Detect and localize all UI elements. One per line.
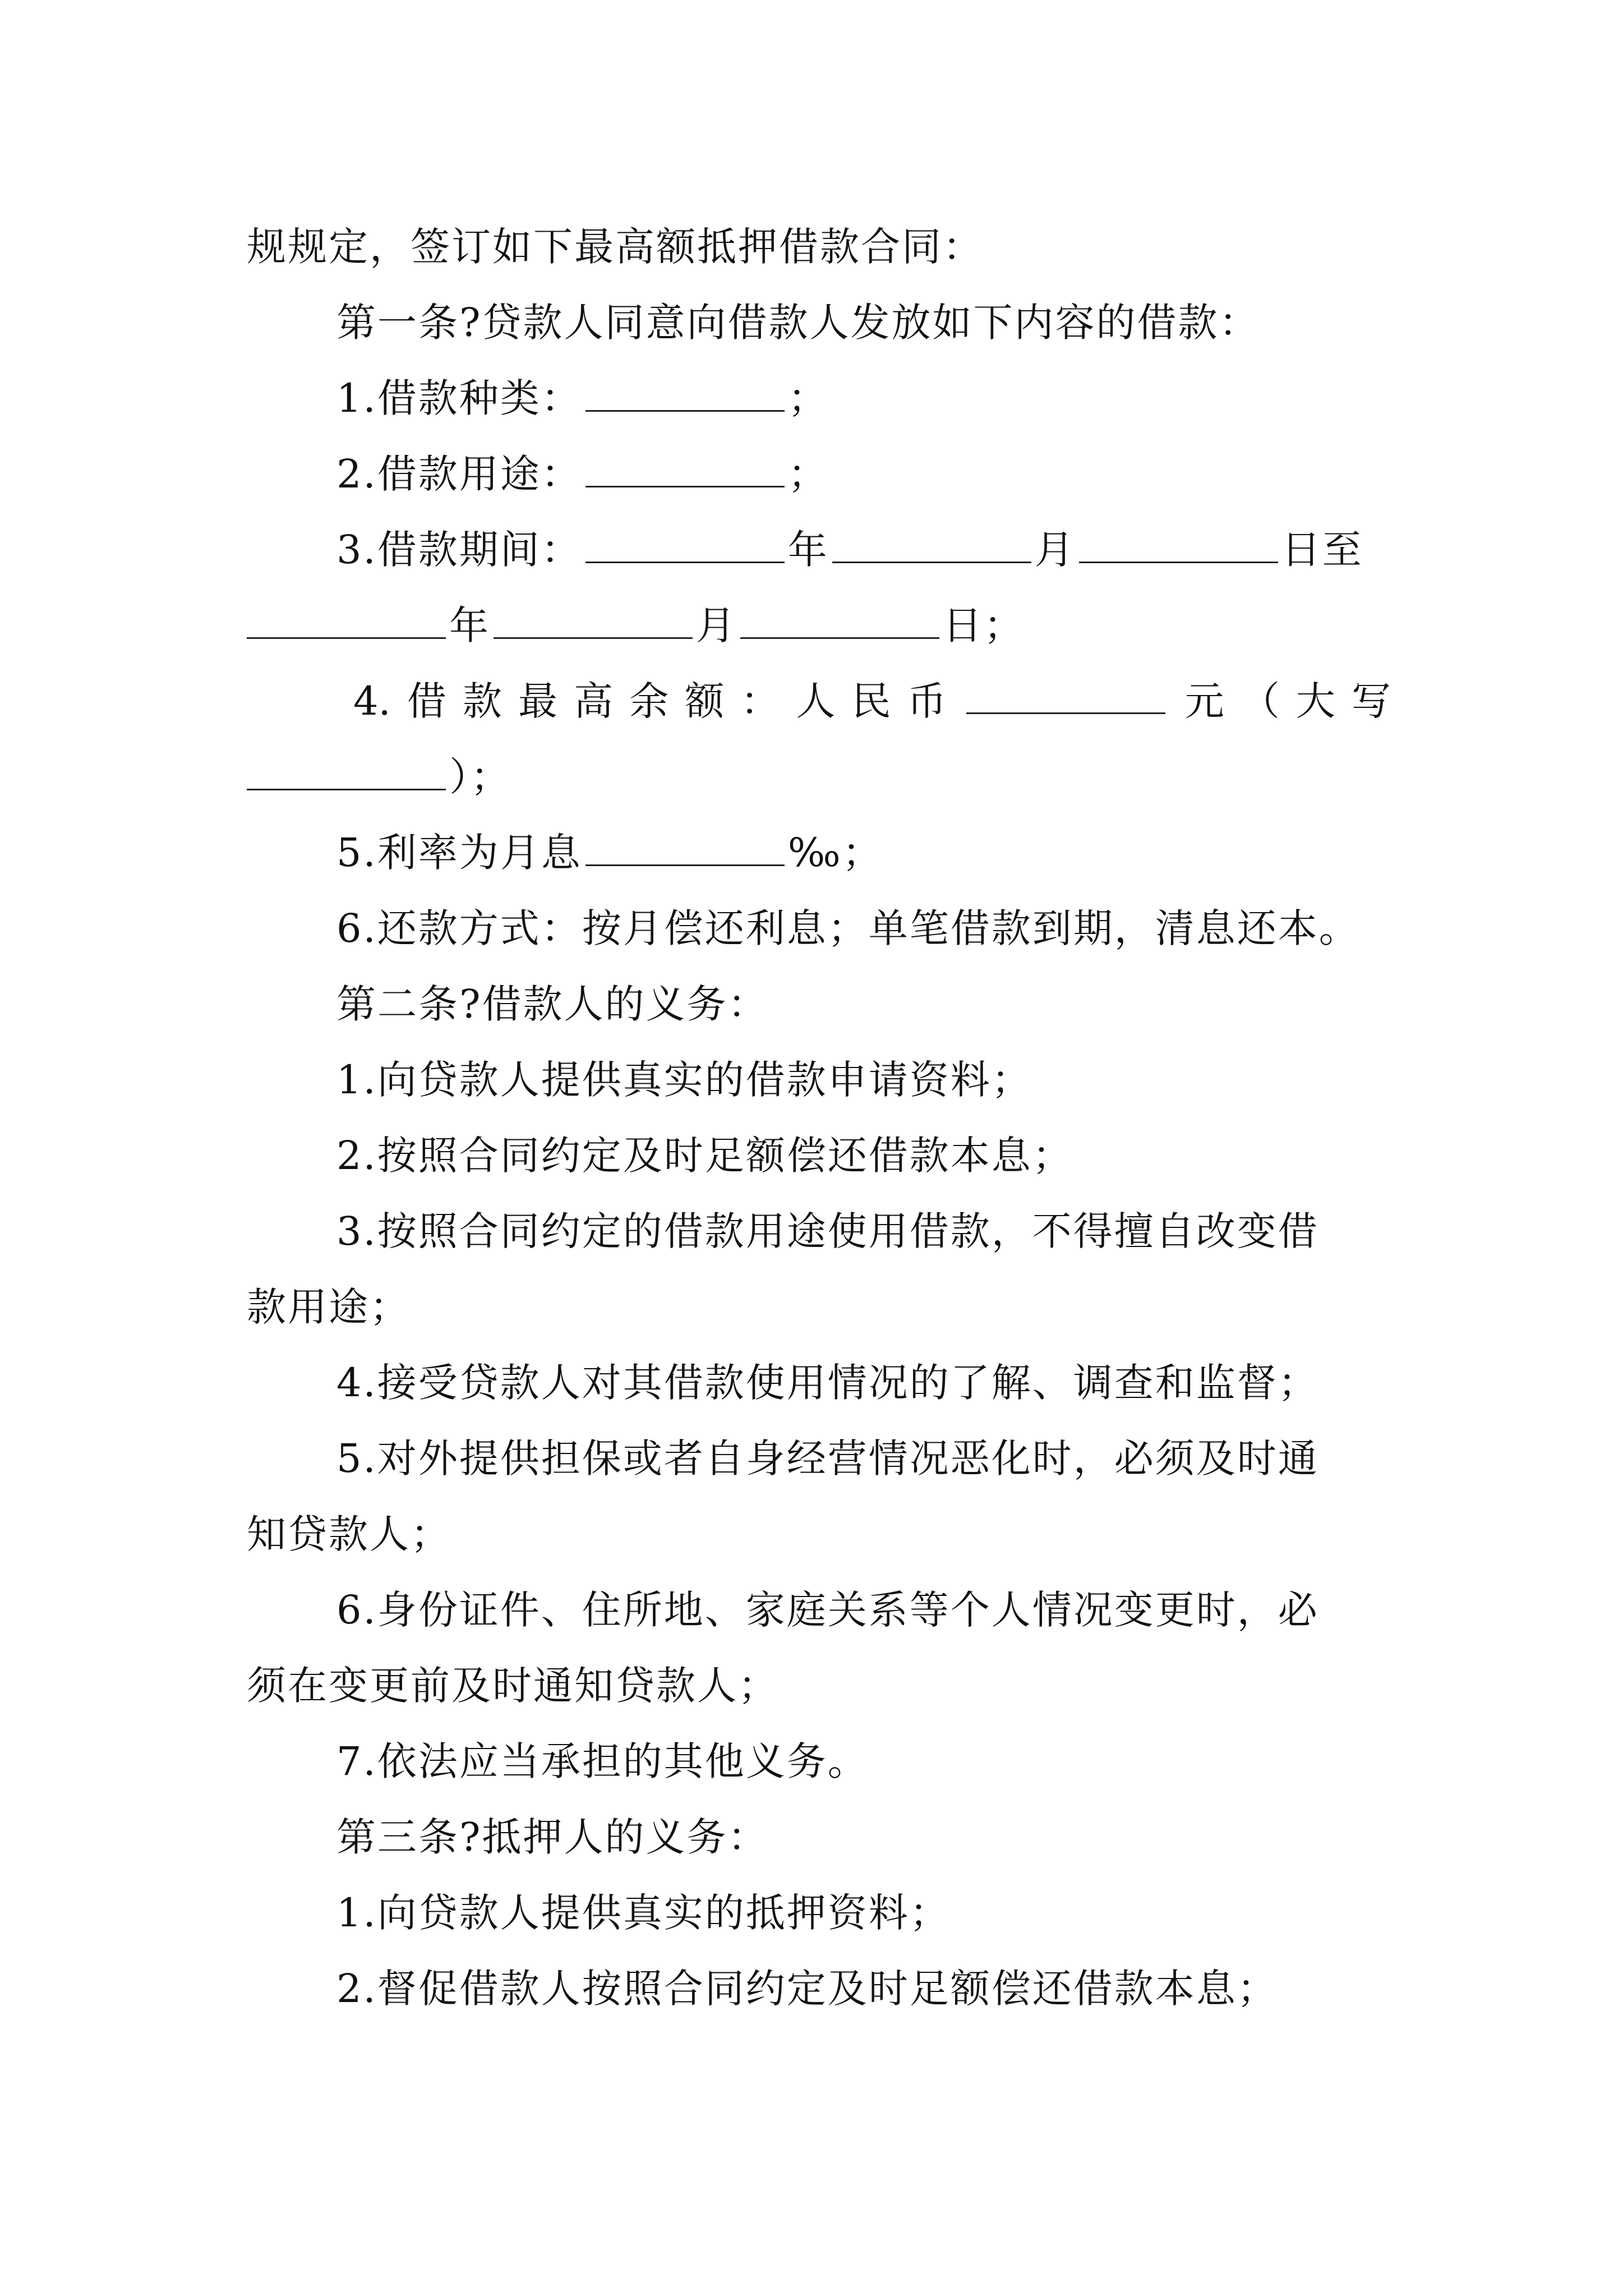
line-text: 高 [574,678,614,724]
fill-blank [247,749,446,790]
line-text: ： [740,678,780,724]
fill-blank [1079,522,1278,563]
line-text: 3.借款期间： [336,527,582,573]
fill-blank [585,371,785,412]
line-text: 4. [353,678,391,724]
line-text: 7.依法应当承担的其他义务。 [336,1738,869,1784]
list-item [336,1430,1391,1487]
line-text: 1.向贷款人提供真实的抵押资料； [336,1890,951,1936]
list-item [336,1128,1391,1184]
line-text: 元 [1184,678,1224,724]
line-text: 人 [796,678,836,724]
line-text: 5.对外提供担保或者自身经营情况恶化时，必须及时通 [336,1435,1319,1481]
line-text: 大 [1295,678,1335,724]
fill-blank [740,598,939,639]
list-item [336,1582,1391,1638]
line-text: 2.督促借款人按照合同约定及时足额偿还借款本息； [336,1966,1278,2012]
list-item [336,1052,1391,1108]
article-heading [336,1809,1391,1865]
list-item [336,446,1391,502]
line-text: 1.向贷款人提供真实的借款申请资料； [336,1057,1032,1103]
paragraph-line [247,219,1391,275]
line-text: 年 [449,602,490,648]
list-item [336,1885,1391,1941]
line-text: 5.利率为月息 [336,830,582,876]
line-text: 款用途； [247,1284,411,1330]
line-text: ‰； [787,830,883,876]
fill-blank [966,673,1165,714]
fill-blank [247,598,446,639]
list-item [336,825,1391,881]
paragraph-line [247,1506,1391,1562]
fill-blank [832,522,1031,563]
line-text: 2.按照合同约定及时足额偿还借款本息； [336,1133,1073,1179]
line-text: 规规定，签订如下最高额抵押借款合同： [247,224,984,270]
line-text: 民 [851,678,891,724]
line-text: 余 [629,678,669,724]
line-text: 4.接受贷款人对其借款使用情况的了解、调查和监督； [336,1360,1319,1406]
paragraph-line [247,1279,1391,1335]
line-text: 须在变更前及时通知贷款人； [247,1663,779,1709]
fill-blank [585,522,785,563]
line-text: 2.借款用途： [336,451,582,497]
list-item [336,900,1391,956]
line-text: 月 [1034,527,1076,573]
line-text: 年 [787,527,829,573]
article-heading [336,295,1391,351]
line-text: 第一条?贷款人同意向借款人发放如下内容的借款： [336,300,1260,346]
line-text: 币 [907,678,947,724]
line-text: ； [787,451,829,497]
list-item [336,522,1391,578]
paragraph-line [247,749,1391,805]
line-text: 6.身份证件、住所地、家庭关系等个人情况变更时，必 [336,1587,1319,1633]
list-item [336,1203,1391,1259]
line-text: 最 [518,678,558,724]
list-item [336,370,1391,426]
list-item [336,1961,1391,2017]
list-item [336,1355,1391,1411]
line-text: ）； [449,754,511,800]
line-text: 写 [1351,678,1391,724]
paragraph-line [247,597,1391,654]
article-heading [336,976,1391,1032]
paragraph-line [247,1658,1391,1714]
line-text: 日； [943,602,1025,648]
line-text: 月 [696,602,737,648]
line-text: 借 [407,678,446,724]
line-text: ； [787,375,829,421]
line-text: 第二条?借款人的义务： [336,981,769,1027]
line-text: 6.还款方式：按月偿还利息；单笔借款到期，清息还本。 [336,905,1360,951]
line-text: 1.借款种类： [336,375,582,421]
line-text: （ [1240,678,1280,724]
line-text: 3.按照合同约定的借款用途使用借款，不得擅自改变借 [336,1208,1319,1254]
fill-blank [494,598,693,639]
fill-blank [585,825,785,866]
line-text: 款 [462,678,502,724]
line-text: 第三条?抵押人的义务： [336,1814,769,1860]
line-text: 知贷款人； [247,1511,451,1557]
fill-blank [585,447,785,487]
line-text: 额 [685,678,725,724]
list-item [353,673,1391,729]
list-item [336,1733,1391,1789]
line-text: 日至 [1281,527,1363,573]
